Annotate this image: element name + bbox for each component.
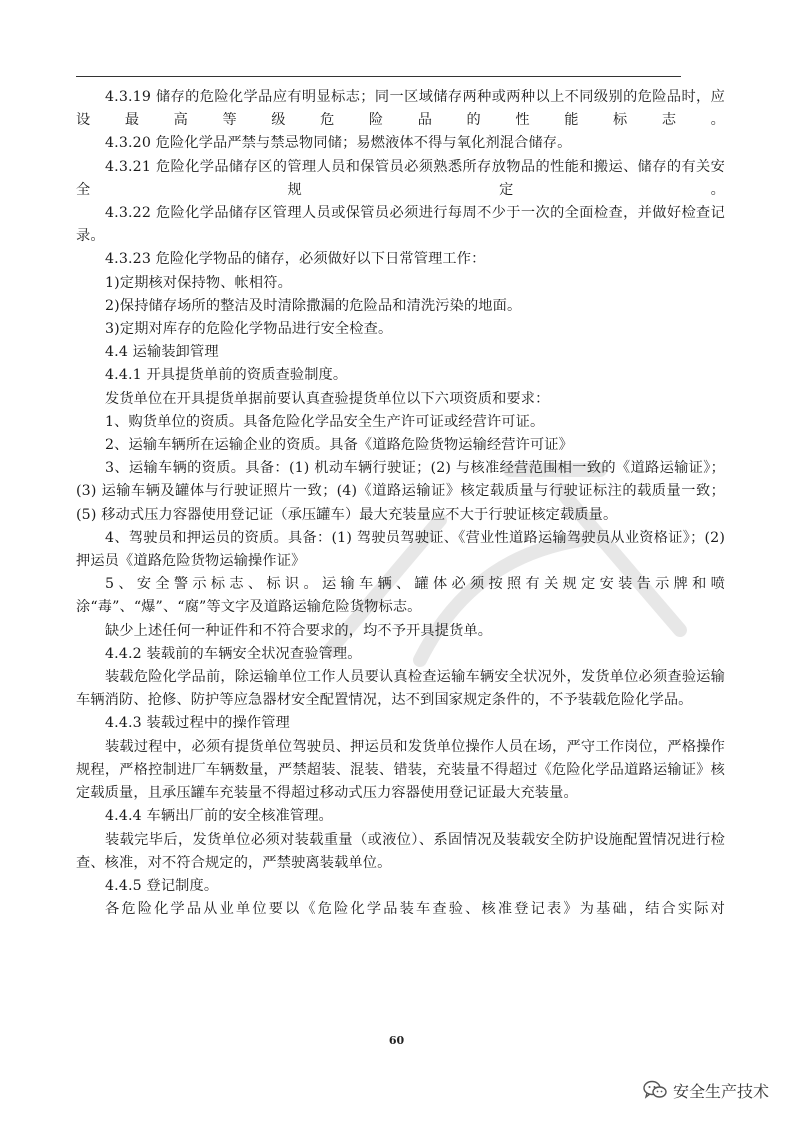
subsection-heading: 4.4.2 装载前的车辆安全状况查验管理。: [105, 645, 362, 662]
paragraph: 各危险化学品从业单位要以《危险化学品装车查验、核准登记表》为基础，结合实际对: [105, 901, 725, 918]
paragraph: 4.3.20 危险化学品严禁与禁忌物同储；易燃液体不得与氧化剂混合储存。: [105, 135, 572, 152]
list-item: 3)定期对库存的危险化学物品进行安全检查。: [105, 321, 393, 338]
brand-name: 安全生产技术: [672, 1081, 769, 1101]
paragraph: 4.3.22 危险化学品储存区管理人员或保管员必须进行每周不少于一次的全面检查，并做好检查记录。: [76, 205, 725, 245]
section-heading: 4.4 运输装卸管理: [105, 344, 219, 361]
paragraph: 4.3.21 危险化学品储存区的管理人员和保管员必须熟悉所存放物品的性能和搬运、储存的有关安全规定。: [76, 158, 725, 198]
header-rule: [76, 76, 681, 77]
paragraph: 4.3.19 储存的危险化学品应有明显标志；同一区域储存两种或两种以上不同级别的危险品时，应设最高等级危险品的性能标志。: [76, 89, 725, 129]
paragraph: 发货单位在开具提货单据前要认真查验提货单位以下六项资质和要求：: [105, 390, 550, 407]
list-item: 5、安全警示标志、标识。运输车辆、罐体必须按照有关规定安装告示牌和喷涂“毒”、“爆”、“腐”等文字及道路运输危险货物标志。: [76, 576, 725, 616]
paragraph: 装载完毕后，发货单位必须对装载重量（或液位）、系固情况及装载安全防护设施配置情况进行检查、核准，对不符合规定的，严禁驶离装载单位。: [76, 831, 725, 871]
subsection-heading: 4.4.1 开具提货单前的资质查验制度。: [105, 367, 348, 384]
list-item: 1、购货单位的资质。具备危险化学品安全生产许可证或经营许可证。: [105, 413, 545, 430]
page-number: 60: [388, 1034, 405, 1047]
wechat-icon: [643, 1080, 667, 1100]
list-item: 1)定期核对保持物、帐相符。: [105, 274, 292, 291]
document-body: [76, 86, 725, 921]
list-item: 2、运输车辆所在运输企业的资质。具备《道路危险货物运输经营许可证》: [105, 437, 573, 454]
paragraph: 4.3.23 危险化学物品的储存，必须做好以下日常管理工作：: [105, 251, 486, 268]
subsection-heading: 4.4.5 登记制度。: [105, 877, 219, 894]
list-item: 3、运输车辆的资质。具备：(1) 机动车辆行驶证；(2) 与核准经营范围相一致的《道路运输证》；(3) 运输车辆及罐体与行驶证照片一致；(4)《道路运输证》核定载质量与行驶证标注的载质量一致；(5) 移动式压力容器使用登记证（承压罐车）最大充装量应不大于行驶证核定载质量。: [76, 460, 725, 523]
paragraph: 装载危险化学品前，除运输单位工作人员要认真检查运输车辆安全状况外，发货单位必须查验运输车辆消防、抢修、防护等应急器材安全配置情况，达不到国家规定条件的，不予装载危险化学品。: [76, 669, 725, 709]
brand-watermark: [643, 1077, 769, 1103]
paragraph: 装载过程中，必须有提货单位驾驶员、押运员和发货单位操作人员在场，严守工作岗位，严格操作规程，严格控制进厂车辆数量，严禁超装、混装、错装，充装量不得超过《危险化学品道路运输证》核定载质量，且承压罐车充装量不得超过移动式压力容器使用登记证最大充装量。: [76, 738, 725, 802]
list-item: 2)保持储存场所的整洁及时清除撒漏的危险品和清洗污染的地面。: [105, 297, 522, 314]
subsection-heading: 4.4.3 装载过程中的操作管理: [105, 715, 290, 732]
subsection-heading: 4.4.4 车辆出厂前的安全核准管理。: [105, 808, 333, 825]
paragraph: 缺少上述任何一种证件和不符合要求的，均不予开具提货单。: [105, 622, 493, 639]
list-item: 4、驾驶员和押运员的资质。具备：(1) 驾驶员驾驶证、《营业性道路运输驾驶员从业资格证》；(2) 押运员《道路危险货物运输操作证》: [76, 529, 725, 570]
